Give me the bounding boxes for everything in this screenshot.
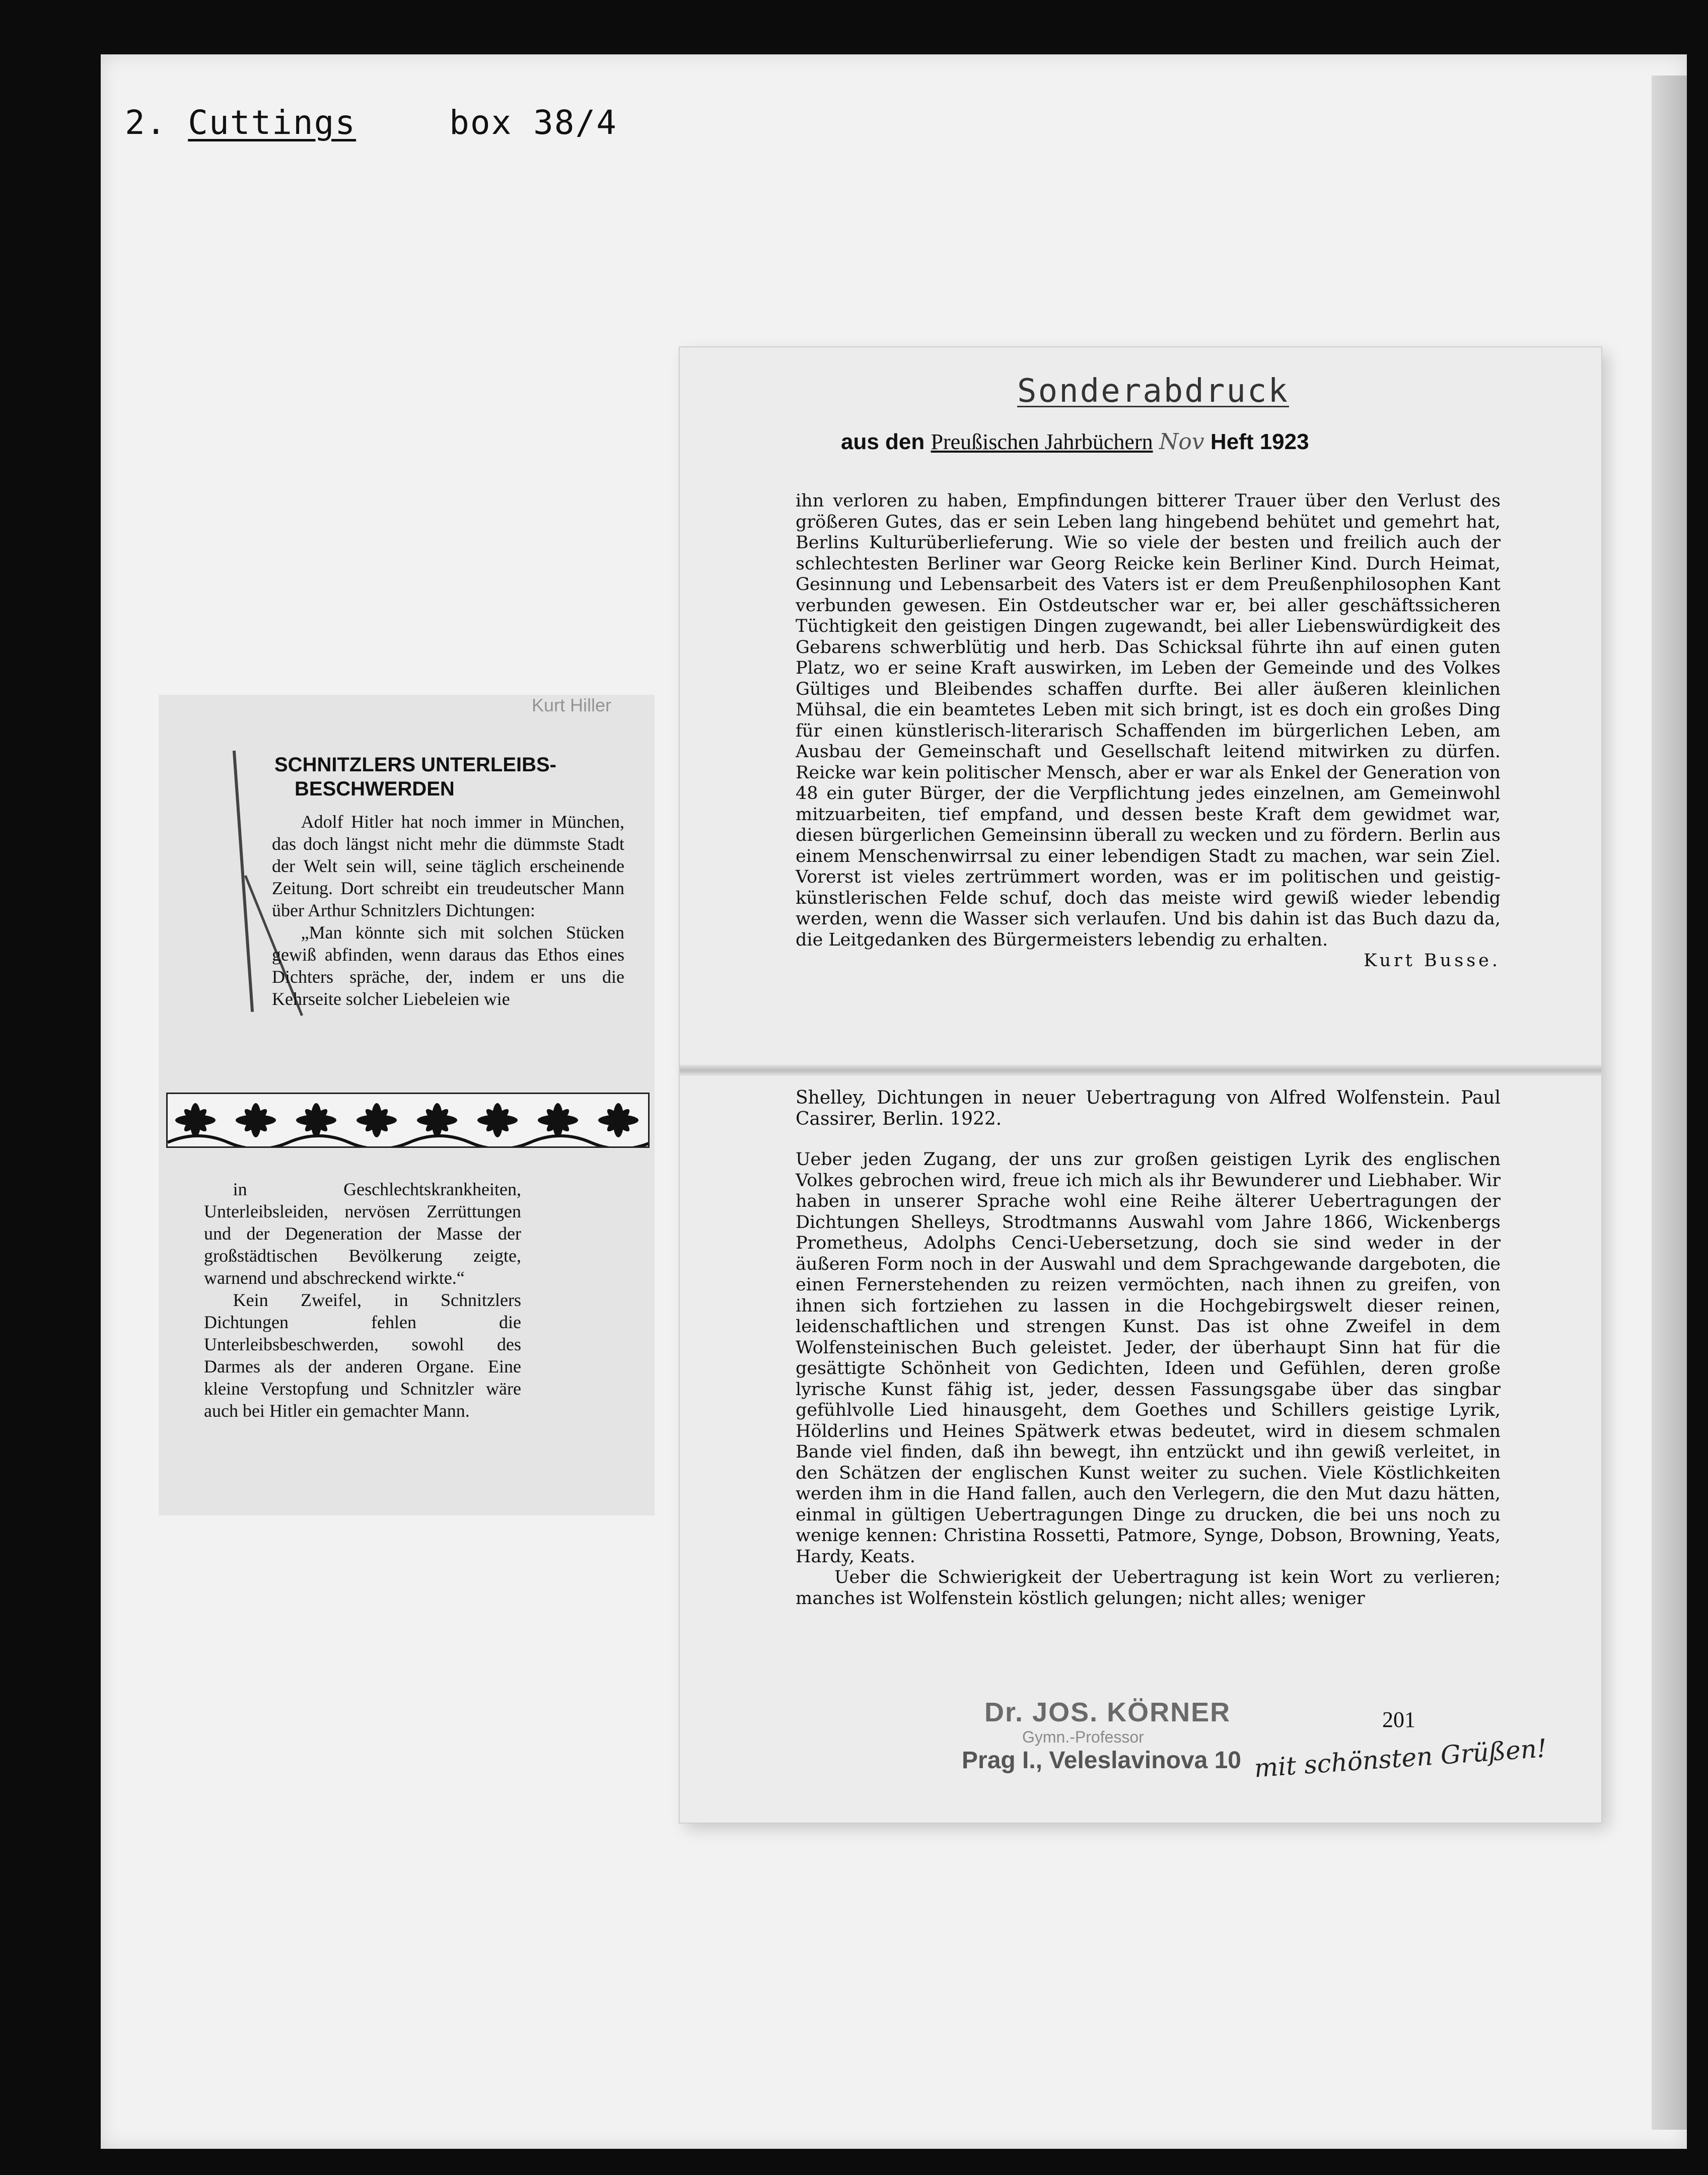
page-number: 201 <box>1382 1707 1415 1732</box>
offprint-subtitle <box>841 429 1496 455</box>
sheet-shadow-edge <box>1652 76 1687 2130</box>
offprint-page <box>680 347 1601 1823</box>
cutting-headline <box>274 753 597 801</box>
handwritten-greeting: mit schönsten Grüßen! <box>1253 1733 1548 1783</box>
label-title: Cuttings <box>188 103 357 142</box>
offprint-title: Sonderabdruck <box>1017 373 1289 410</box>
cutting-paragraph: Kein Zweifel, in Schnitzlers Dichtungen fehlen die Unterleibsbeschwerden, sowohl des Darmes als der anderen Organe. Eine kleine Verstopfung und Schnitzler wäre auch bei Hitler ein gemachter Mann. <box>204 1290 521 1421</box>
label-box: box 38/4 <box>449 103 618 142</box>
label-number: 2. <box>125 103 167 142</box>
newspaper-cutting <box>159 695 655 1515</box>
offprint-lower-article <box>796 1088 1501 1609</box>
offprint-upper-article <box>796 491 1501 972</box>
cutting-paragraph: in Geschlechtskrankheiten, Unterleibsleiden, nervösen Zerrüttungen und der Degeneration der Masse der großstädtischen Bevölkerung zeigte, warnend und abschreckend wirkte.“ <box>204 1179 521 1288</box>
archive-label <box>125 103 617 149</box>
subtitle-issue: Heft 1923 <box>1210 429 1309 454</box>
paper-fold <box>680 1065 1601 1076</box>
cutting-body-upper <box>272 811 624 1010</box>
owner-stamp <box>962 1697 1274 1774</box>
floral-border-ornament-icon <box>166 1093 650 1148</box>
article-signature: Kurt Busse. <box>1364 951 1501 971</box>
article-text: ihn verloren zu haben, Empfindungen bitterer Trauer über den Verlust des größeren Gutes, das er sein Leben lang hingebend behütet und gemehrt hat, Berlins Kulturüberlieferung. Wie so viele der besten und freilich auch der schlechtesten Berliner war Georg Reicke kein Berliner Kind. Durch Heimat, Gesinnung und Lebensarbeit des Vaters ist er dem Preußenphilosophen Kant verbunden gewesen. Ein Ostdeutscher war er, bei aller geschäftssicheren Tüchtigkeit den geistigen Dingen zugewandt, bei aller Liebenswürdigkeit des Gebarens schwerblütig und herb. Das Schicksal führte ihn auf einen guten Platz, wo er seine Kraft auswirken, im Leben der Gemeinde und des Volkes Gültiges und Bleibendes schaffen durfte. Bei aller äußeren kleinlichen Mühsal, die ein beamtetes Leben mit sich bringt, ist es doch ein großes Ding für einen künstlerisch-literarisch Schaffenden im bürgerlichen Leben, am Ausbau der Gemeinschaft und Gesellschaft leitend mitwirken zu dürfen. Reicke war kein politischer Mensch, aber er war als Enkel der Generation von 48 ein guter Bürger, der die Verpflichtung jedes einzelnen, am Gemeinwohl mitzuarbeiten, tief empfand, und dessen beste Kraft dem gewidmet war, diesen bürgerlichen Gemeinsinn überall zu wecken und zu fördern. Berlin aus einem Menschenwirrsal zu einer lebendigen Stadt zu machen, war sein Ziel. Vorerst ist vieles zertrümmert worden, was er im politischen und geistig-künstlerischen Felde schuf, doch das meiste wird gewiß wieder lebendig werden, wenn die Wasser sich verlaufen. Und bis dahin ist das Buch dazu da, die Leitgedanken des Bürgermeisters lebendig zu erhalten. <box>796 491 1501 950</box>
journal-name: Preußischen Jahrbüchern <box>931 429 1153 454</box>
subtitle-pre: aus den <box>841 429 925 454</box>
cutting-paragraph: Adolf Hitler hat noch immer in München, das doch längst nicht mehr die dümmste Stadt der Welt sein will, seine täglich erscheinende Zeitung. Dort schreibt ein treudeutscher Mann über Arthur Schnitzlers Dichtungen: <box>272 812 624 920</box>
stamp-address: Prag I., Veleslavinova 10 <box>962 1747 1241 1774</box>
headline-line-2: BESCHWERDEN <box>295 778 455 800</box>
review-text: Ueber jeden Zugang, der uns zur großen geistigen Lyrik des englischen Volkes gebrochen wird, freue ich mich als ihr Bewunderer und Liebhaber. Wir haben in unserer Sprache wohl eine Reihe älterer Uebertragungen der Dichtungen Shelleys, Strodtmanns Auswahl vom Jahre 1866, Wickenbergs Prometheus, Adolphs Cenci-Uebersetzung, doch sie sind weder in der äußeren Form noch in der Auswahl und dem Sprachgewande dargeboten, die einen Fernerstehenden zu reizen vermöchten, nach ihnen zu greifen, von ihnen sich fortziehen zu lassen in die Hochgebirgswelt dieser reinen, leidenschaftlichen und strengen Kunst. Das ist ohne Zweifel in dem Wolfensteinischen Buch geleistet. Jeder, der überhaupt Sinn hat für die gesättigte Schönheit von Gedichten, Ideen und Gefühlen, deren große lyrische Kunst fähig ist, jeder, dessen Fassungsgabe über das singbar gefühlvolle Lied hinausgeht, dem Goethes und Schillers geistige Lyrik, Hölderlins und Heines Spätwerk etwas bedeutet, wird in diesem schmalen Bande viel finden, daß ihn bewegt, ihn entzückt und ihn gewiß verleitet, in den Schätzen der englischen Kunst weiter zu suchen. Viele Köstlichkeiten werden ihm in die Hand fallen, auch den Verlegern, die den Mut dazu hätten, einmal in gültigen Uebertragungen Dinge zu drucken, die bei uns noch zu wenige kennen: Christina Rossetti, Patmore, Synge, Dobson, Browning, Yeats, Hardy, Keats. <box>796 1149 1501 1567</box>
torn-top-text: Kurt Hiller <box>531 695 612 715</box>
review-text: Ueber die Schwierigkeit der Uebertragung ist kein Wort zu verlieren; manches ist Wolfenstein köstlich gelungen; nicht alles; weniger <box>796 1567 1501 1609</box>
stamp-title: Gymn.-Professor <box>1022 1728 1144 1746</box>
cutting-paragraph: „Man könnte sich mit solchen Stücken gewiß abfinden, wenn daraus das Ethos eines Dichters spräche, der, indem er uns die Kehrseite solcher Liebeleien wie <box>272 922 624 1009</box>
book-review-heading: Shelley, Dichtungen in neuer Uebertragung von Alfred Wolfenstein. Paul Cassirer, Berlin. 1922. <box>796 1088 1501 1129</box>
headline-line-1: SCHNITZLERS UNTERLEIBS- <box>274 754 556 776</box>
handwritten-month: Nov <box>1159 429 1204 455</box>
stamp-name: Dr. JOS. KÖRNER <box>984 1697 1231 1727</box>
cutting-body-lower <box>204 1178 521 1422</box>
